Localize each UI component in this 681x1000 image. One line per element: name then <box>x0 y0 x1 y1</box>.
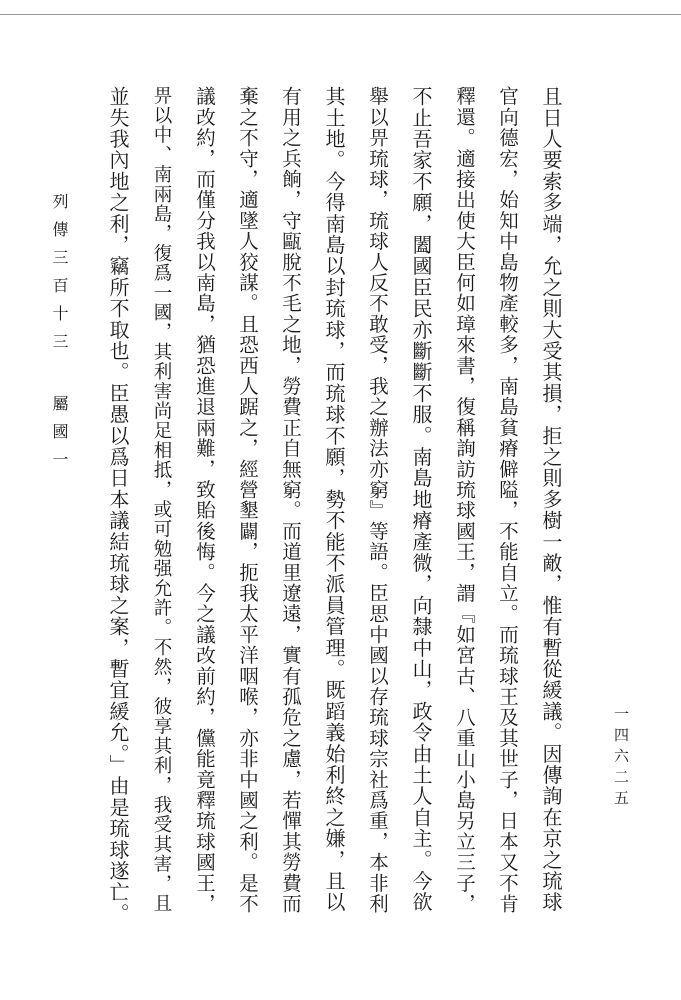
text-column <box>96 86 140 929</box>
text-column-content: 且日人要索多端，允之則大受其損，拒之則多樹一敵，惟有暫從緩議。因傳詢在京之琉球 <box>539 86 563 913</box>
text-column <box>269 86 312 929</box>
text-column-content: 並失我內地之利，竊所不取也。臣愚以爲日本議結琉球之案，暫宜緩允。」由是琉球遂亡。 <box>106 86 130 924</box>
text-column-content: 議改約，而僅分我以南島，猶恐進退兩難，致貽後悔。今之議改前約，儻能竟釋琉球國王， <box>193 86 216 914</box>
running-header-section: 列傳三百十三 <box>50 193 69 361</box>
text-column <box>312 86 356 929</box>
text-column-content: 畀以中、南兩島，復爲一國，其利害尚足相抵，或可勉强允許。不然，彼享其利，我受其害，且 <box>151 86 172 914</box>
text-column-content: 舉以畀琉球，琉球人反不敢受，我之辦法亦窮』等語。臣思中國以存琉球宗社爲重，本非利 <box>366 86 389 914</box>
text-column <box>226 86 269 929</box>
main-text-block <box>95 86 573 929</box>
text-column <box>183 86 226 929</box>
text-column <box>443 86 486 929</box>
text-column <box>486 86 529 929</box>
text-column <box>140 86 183 929</box>
text-column-content: 有用之兵餉，守甌脫不毛之地，勞費正自無窮。而道里遼遠，實有孤危之慮，若憚其勞費而 <box>279 86 302 914</box>
text-column <box>529 86 573 929</box>
top-scan-rule <box>0 14 681 15</box>
running-header-chapter: 屬國一 <box>50 395 69 479</box>
text-column-content: 其土地。今得南島以封琉球，而琉球不願，勢不能不派員管理。既蹈義始利終之嫌，且以 <box>322 86 346 913</box>
text-column-content: 棄之不守，適墜人狡謀。且恐西人踞之，經營墾闢，扼我太平洋咽喉，亦非中國之利。是不 <box>236 86 259 914</box>
page-number: 一四六二五 <box>612 706 630 811</box>
text-column-content: 不止吾家不願，闔國臣民亦斷斷不服。南島地瘠產微，向隸中山，政令由土人自主。今欲 <box>409 86 433 913</box>
text-column-content: 官向德宏，始知中島物產較多，南島貧瘠僻隘，不能自立。而琉球王及其世子，日本又不肯 <box>496 86 519 914</box>
text-column <box>356 86 399 929</box>
text-column-content: 釋還。適接出使大臣何如璋來書，復稱詢訪琉球國王，謂『如宮古、八重山小島另立三子， <box>453 86 476 914</box>
text-column <box>399 86 443 929</box>
running-header <box>48 193 71 479</box>
